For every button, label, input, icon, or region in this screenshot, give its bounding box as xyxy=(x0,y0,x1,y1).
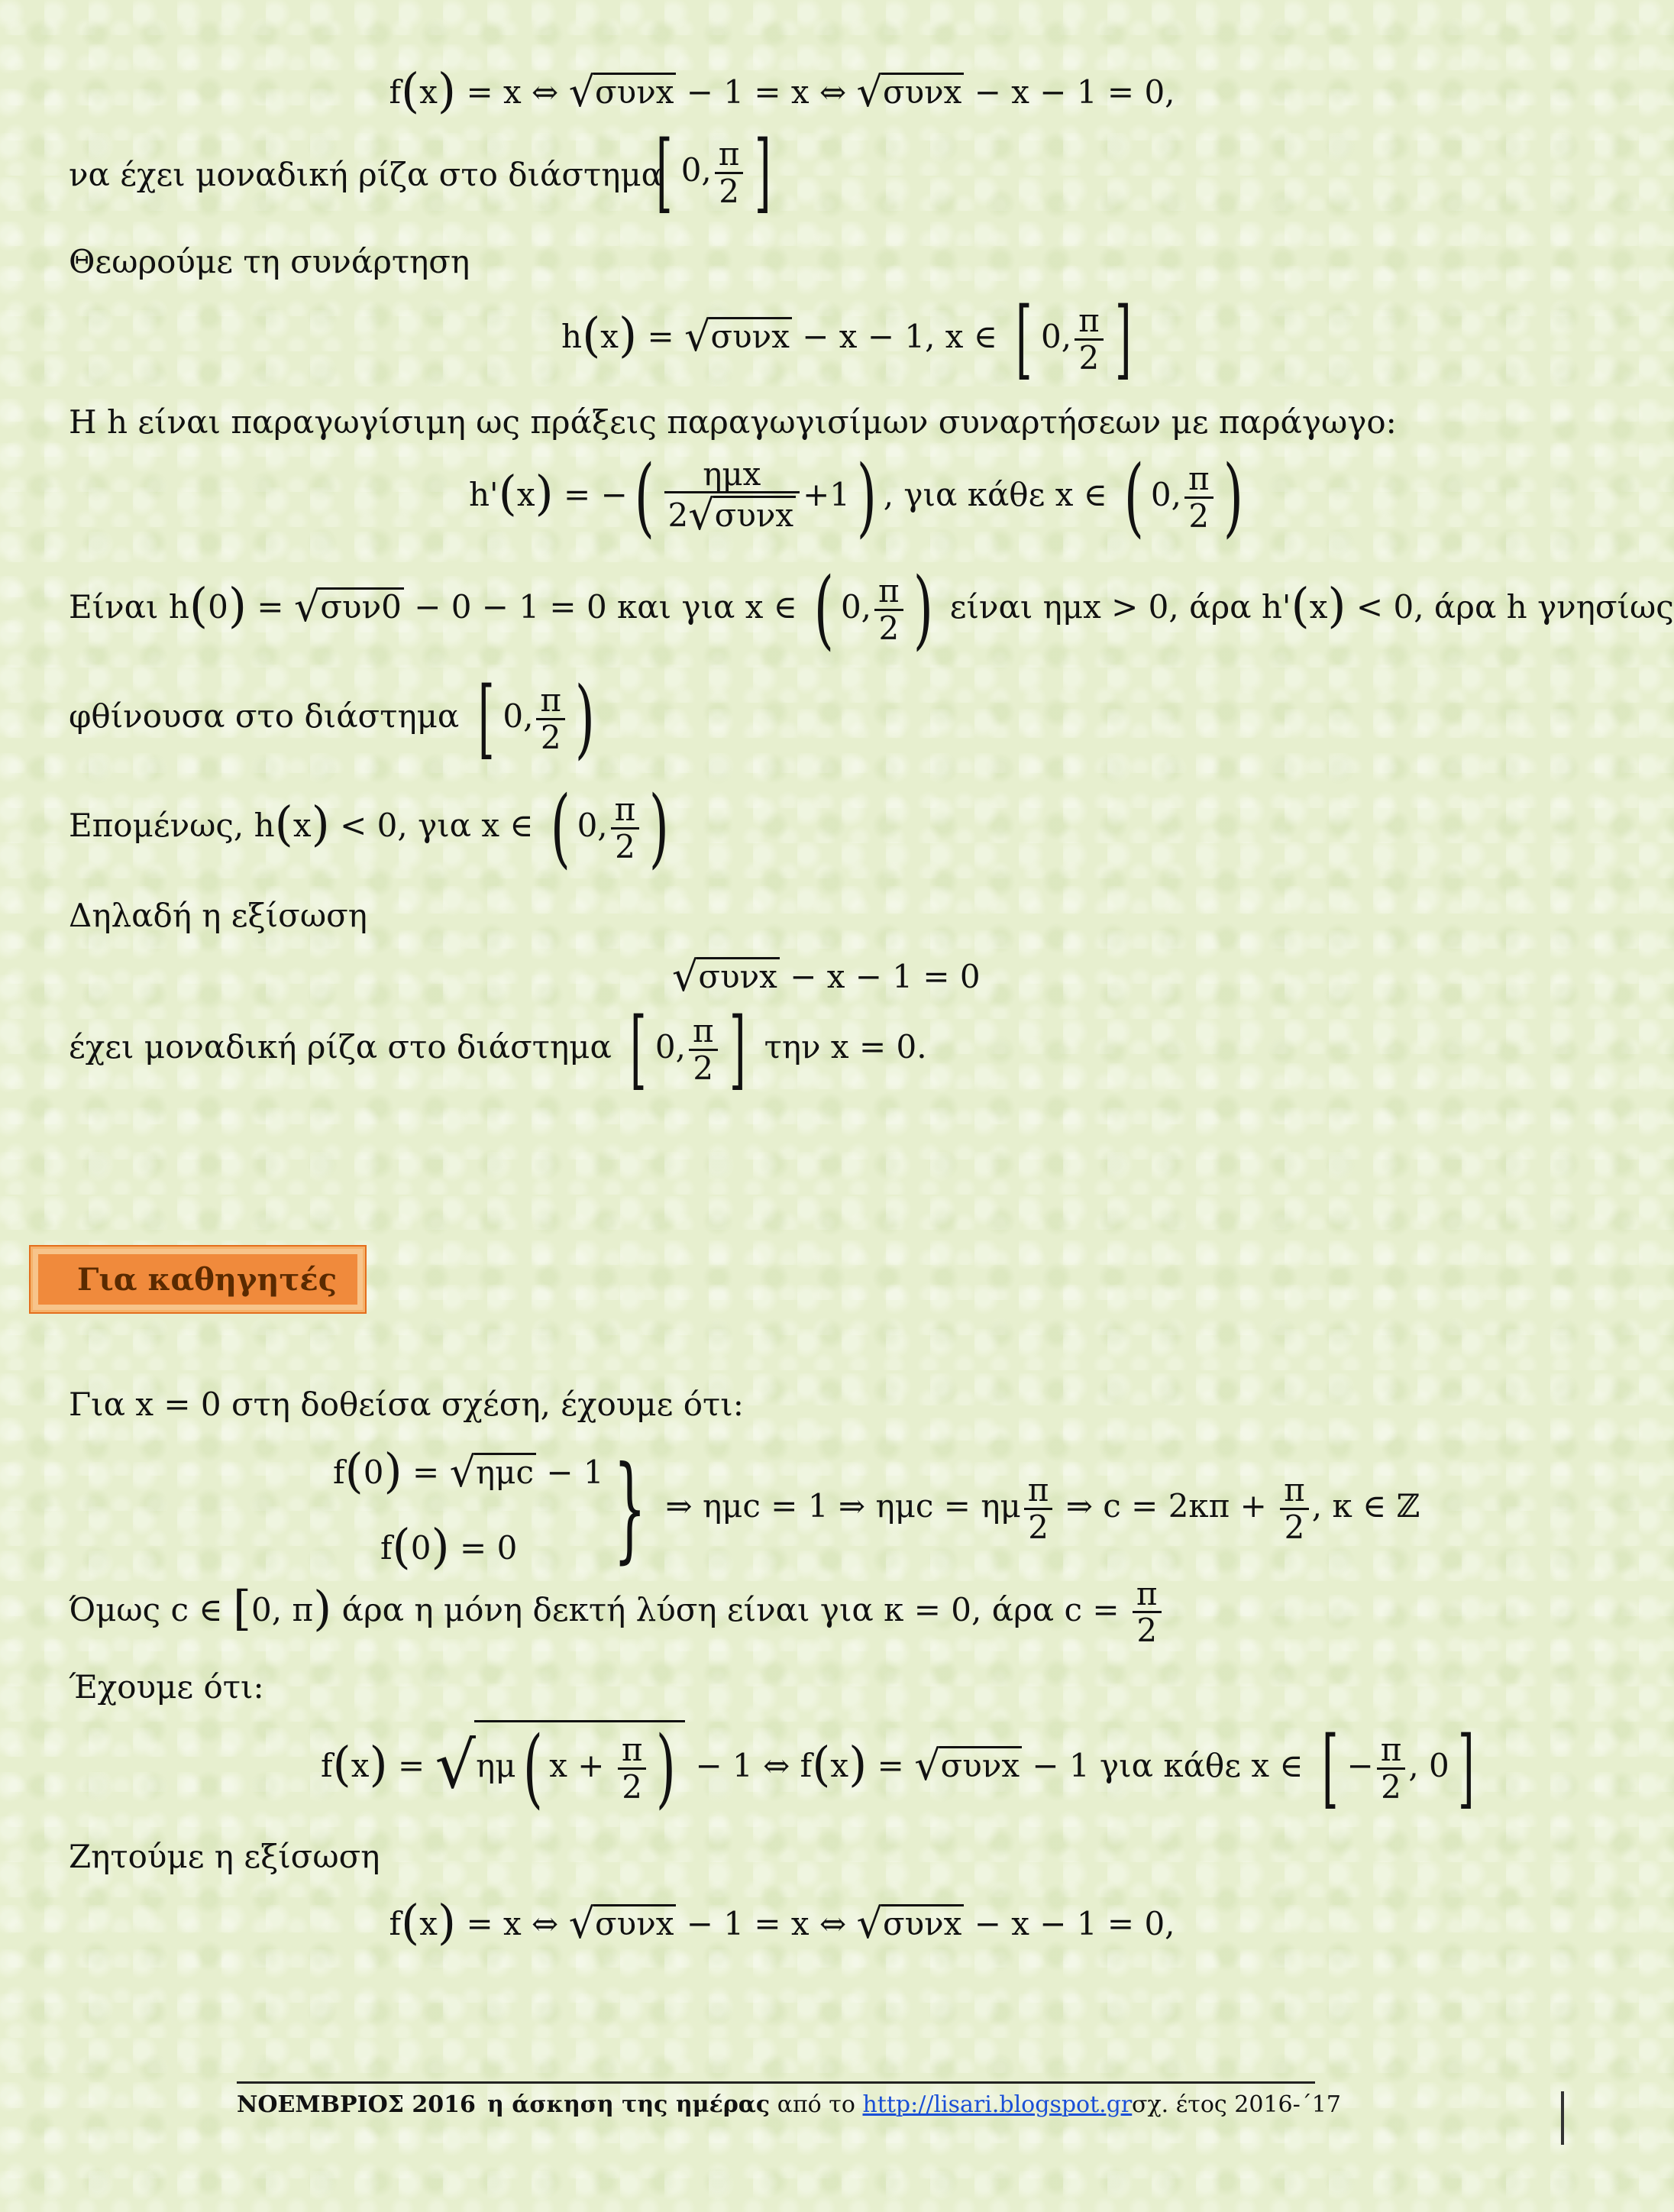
statement-only-solution: Όμως c ∈ [0, π) άρα η μόνη δεκτή λύση είναι για κ = 0, άρα c = $\frac{\pi}{2}$ xyxy=(69,1577,1165,1648)
statement-unique-root-x0: έχει μοναδική ρίζα στο διάστημα [ 0, $\frac{\pi}{2}$ ] την x = 0. xyxy=(69,1000,927,1099)
equation-1: f(x) = x ⇔ √συνx − 1 = x ⇔ √συνx − x − 1 = 0, xyxy=(389,63,1175,118)
text-differentiable: Η h είναι παραγωγίσιμη ως πράξεις παραγωγισίμων συναρτήσεων με παράγωγο: xyxy=(69,403,1397,441)
system-f0: f(0) = √ημc − 1 f(0) = 0 } ⇒ ημc = 1 ⇒ ημc = ημ $\frac{\pi}{2}$ ⇒ c = 2κπ + $\frac{\pi}{2}$ , κ ∈ ℤ xyxy=(333,1442,1420,1576)
text-ara: άρα xyxy=(1189,588,1252,626)
equation-1-repeat: f(x) = x ⇔ √συνx − 1 = x ⇔ √συνx − x − 1 = 0, xyxy=(389,1894,1175,1950)
text-decreasing: φθίνουσα στο διάστημα xyxy=(69,697,460,735)
equation-h-definition: h(x) = √συνx − x − 1, x ∈ [ 0, $\frac{\pi}{2}$ ] xyxy=(561,289,1132,389)
footer-school-year: σχ. έτος 2016-΄17 xyxy=(1132,2091,1341,2118)
footer-link[interactable]: http://lisari.blogspot.gr xyxy=(862,2091,1133,2118)
footer-month: ΝΟΕΜΒΡΙΟΣ 2016 xyxy=(237,2091,476,2118)
equation-sqrt-root: √συνx − x − 1 = 0 xyxy=(672,952,981,1001)
for-each-label-2: για κάθε xyxy=(1100,1747,1241,1784)
text-has-unique-root: έχει μοναδική ρίζα στο διάστημα xyxy=(69,1028,612,1066)
statement-decreasing-interval: φθίνουσα στο διάστημα [ 0, $\frac{\pi}{2}$ ) xyxy=(69,669,595,768)
text-only-accepted: άρα η μόνη δεκτή λύση είναι για xyxy=(341,1590,874,1628)
text-we-have: Έχουμε ότι: xyxy=(69,1668,264,1706)
text-kai-gia: και για xyxy=(617,588,735,626)
text-ara-2: άρα xyxy=(991,1590,1055,1628)
text-consider-function: Θεωρούμε τη συνάρτηση xyxy=(69,243,470,280)
text-unique-root: να έχει μοναδική ρίζα στο διάστημα xyxy=(69,156,664,193)
footer-divider xyxy=(237,2081,1315,2084)
text-therefore: Επομένως, xyxy=(69,807,244,844)
text-gia-2: Για xyxy=(69,1386,125,1423)
equation-f-simplified: f(x) = √ημ( x + $\frac{\pi}{2}$ ) − 1 ⇔ f(x) = √συνx − 1 για κάθε x ∈ [ − $\frac{\pi}{2}$ , 0] xyxy=(321,1719,1475,1818)
text-given-relation: στη δοθείσα σχέση, έχουμε ότι: xyxy=(231,1386,744,1423)
text-einai: Είναι xyxy=(69,588,159,626)
statement-therefore: Επομένως, h(x) < 0, για x ∈ ( 0, $\frac{\pi}{2}$ ) xyxy=(69,778,670,878)
text-tin: την xyxy=(764,1028,821,1066)
text-we-seek-equation: Ζητούμε η εξίσωση xyxy=(69,1838,380,1875)
text-ara-h-strictly: άρα h γνησίως xyxy=(1433,588,1674,626)
interval-closed-1: [ 0, $\frac{\pi}{2}$ ] xyxy=(655,123,772,222)
page-edge-mark xyxy=(1561,2091,1564,2145)
statement-h-decreasing: Είναι h(0) = √συν0 − 0 − 1 = 0 και για x ∈ ( 0, $\frac{\pi}{2}$ ) είναι ημx > 0, άρα h'(x) < 0, άρα h γνησίως xyxy=(69,560,1674,659)
text-gia: για xyxy=(418,807,472,844)
text-that-is-equation: Δηλαδή η εξίσωση xyxy=(69,897,367,934)
text-omos: Όμως xyxy=(69,1590,161,1628)
statement-for-x0: Για x = 0 στη δοθείσα σχέση, έχουμε ότι: xyxy=(69,1386,744,1423)
section-badge-for-teachers: Για καθηγητές xyxy=(31,1247,365,1312)
for-each-label: για κάθε xyxy=(903,476,1045,513)
footer-exercise: η άσκηση της ημέρας από το http://lisari.blogspot.gr xyxy=(487,2091,1133,2118)
text-einai-2: είναι xyxy=(949,588,1033,626)
equation-h-derivative: h'(x) = −( $\frac{\text{ημx}}{\text{2√συνx}}$ +1) , για κάθε x ∈ ( 0, $\frac{\pi}{2}$ ) xyxy=(469,448,1243,547)
